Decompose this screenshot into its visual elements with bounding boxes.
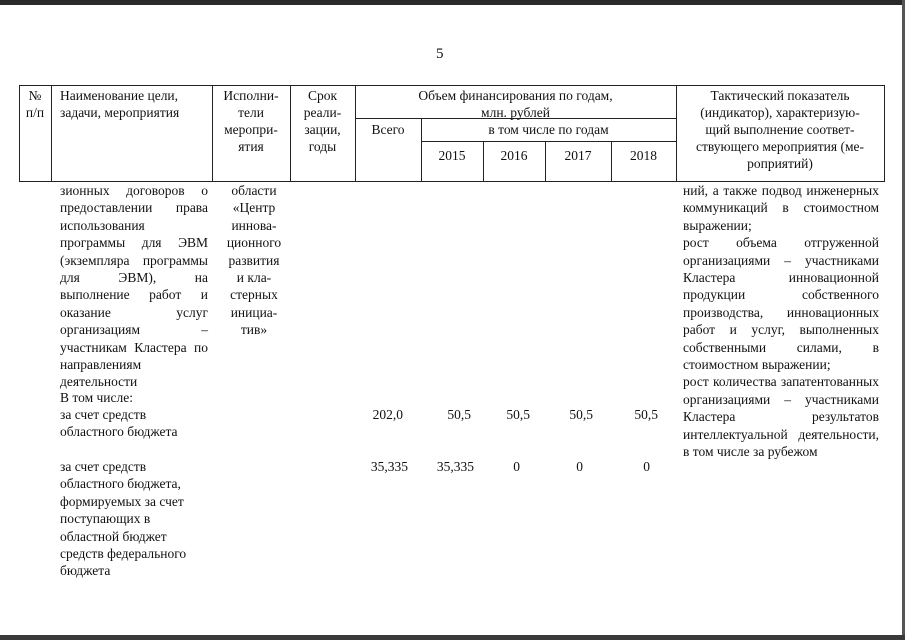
including-label: В том числе: [60,390,133,405]
header-year: 2015 [438,148,466,163]
header-col-line [884,85,885,182]
header-funding: Объем финансирования по годам, млн. рублей [418,88,613,120]
header-years-divider [421,141,676,142]
row-2016: 50,5 [506,407,530,422]
row-2016: 0 [513,459,520,474]
header-term: Срок реали- зации, годы [303,88,342,154]
row-2017: 0 [576,459,583,474]
header-indicator: Тактический показатель (индикатор), характеризую- щий выполнение соответ- ствующего мероприятия (ме- роприятий) [695,88,865,171]
row-2018: 50,5 [634,407,658,422]
header-year: 2016 [500,148,528,163]
header-name: Наименование цели, задачи, мероприятия [60,88,180,120]
header-num: № п/п [25,88,45,120]
row-label: за счет средств областного бюджета [60,407,178,440]
row-label: за счет средств областного бюджета, формируемых за счет поступающих в областной бюджет средств федерального бюджета [60,459,187,579]
row-total: 202,0 [372,407,403,422]
header-top-border [19,85,884,86]
executor-text: области «Центр иннова- ционного развития и кла- стерных инициа- тив» [226,183,282,338]
row-2015: 35,335 [436,459,474,474]
header-total: Всего [371,122,405,137]
row-total: 35,335 [370,459,408,474]
row-2017: 50,5 [569,407,593,422]
page-number: 5 [436,46,444,62]
header-by-years: в том числе по годам [488,122,609,137]
indicator-text: ний, а также подвод инженерных коммуникаций в стоимостном выражении; рост объема отгруженной организациями – участниками Кластера инновационной продукции собственного производства, инновационных работ и услуг, выполненных собственными силами, в стоимостном выражении; рост количества запатентованных организациями – участниками Кластера результатов интеллектуальной деятельности, в том числе за рубежом [683,183,879,460]
scan-edge-top [0,0,905,5]
header-year: 2018 [630,148,657,163]
header-col-line [51,85,52,182]
activity-name-text: зионных договоров о предоставлении права использования программы для ЭВМ (экземпляра программы для ЭВМ), на выполнение работ и оказание услуг организациям – участникам Кластера по направлениям деятельности [60,183,208,390]
header-year: 2017 [564,148,592,163]
header-executors: Исполни- тели меропри- ятия [223,88,279,154]
scan-edge-bottom [0,635,905,640]
row-2018: 0 [643,459,650,474]
row-2015: 50,5 [447,407,471,422]
